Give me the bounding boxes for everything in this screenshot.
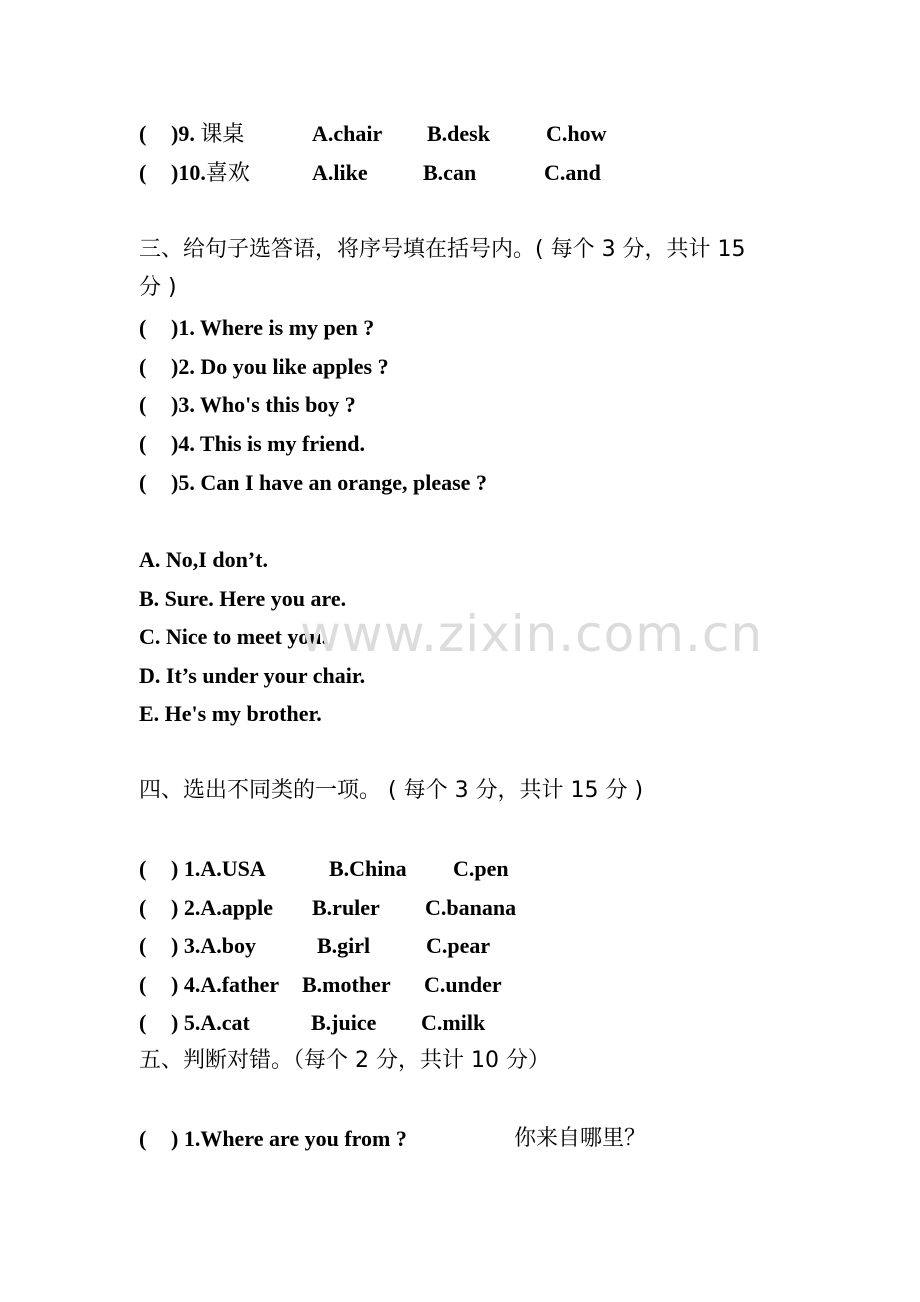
section3-title: 三、给句子选答语，将序号填在括号内。( 每个 3 分，共计 15 [139, 237, 746, 262]
vocab-option-b: B.desk [427, 121, 490, 146]
choice-option-c: C.banana [425, 895, 517, 920]
section3-title-cont: 分 ) [139, 275, 177, 300]
vocab-row: ( )10.喜欢 [139, 160, 250, 186]
choice-option-c: C.pen [453, 856, 509, 881]
choice-option-b: B.girl [317, 933, 371, 958]
answer-option: D. It’s under your chair. [139, 663, 366, 688]
section4-title: 四、选出不同类的一项。 ( 每个 3 分，共计 15 分 ) [139, 778, 644, 803]
judge-translation: 你来自哪里？ [514, 1126, 647, 1151]
choice-option-b: B.mother [302, 972, 391, 997]
judge-row: ( ) 1.Where are you from ? [139, 1126, 407, 1151]
watermark: www.zixin.com.cn [300, 605, 764, 663]
choice-row: ( ) 5.A.cat [139, 1010, 250, 1035]
vocab-option-c: C.how [546, 121, 607, 146]
question-row: ( )5. Can I have an orange, please ? [139, 470, 487, 495]
answer-option: A. No,I don’t. [139, 547, 268, 572]
choice-row: ( ) 2.A.apple [139, 895, 274, 920]
vocab-option-b: B.can [423, 160, 477, 185]
vocab-option-c: C.and [544, 160, 601, 185]
answer-option: C. Nice to meet you. [139, 624, 328, 649]
vocab-option-a: A.chair [312, 121, 383, 146]
answer-option: E. He's my brother. [139, 701, 322, 726]
question-row: ( )1. Where is my pen ? [139, 315, 375, 340]
choice-option-b: B.juice [311, 1010, 377, 1035]
choice-row: ( ) 4.A.father [139, 972, 280, 997]
choice-option-b: B.ruler [312, 895, 380, 920]
choice-row: ( ) 3.A.boy [139, 933, 256, 958]
choice-row: ( ) 1.A.USA [139, 856, 266, 881]
choice-option-c: C.under [424, 972, 502, 997]
question-row: ( )3. Who's this boy ? [139, 392, 356, 417]
answer-option: B. Sure. Here you are. [139, 586, 347, 611]
vocab-option-a: A.like [312, 160, 368, 185]
question-row: ( )4. This is my friend. [139, 431, 365, 456]
vocab-row: ( )9. 课桌 [139, 121, 245, 147]
choice-option-b: B.China [329, 856, 407, 881]
choice-option-c: C.milk [421, 1010, 486, 1035]
section5-title: 五、判断对错。（每个 2 分，共计 10 分） [139, 1048, 550, 1073]
question-row: ( )2. Do you like apples ? [139, 354, 389, 379]
choice-option-c: C.pear [426, 933, 491, 958]
